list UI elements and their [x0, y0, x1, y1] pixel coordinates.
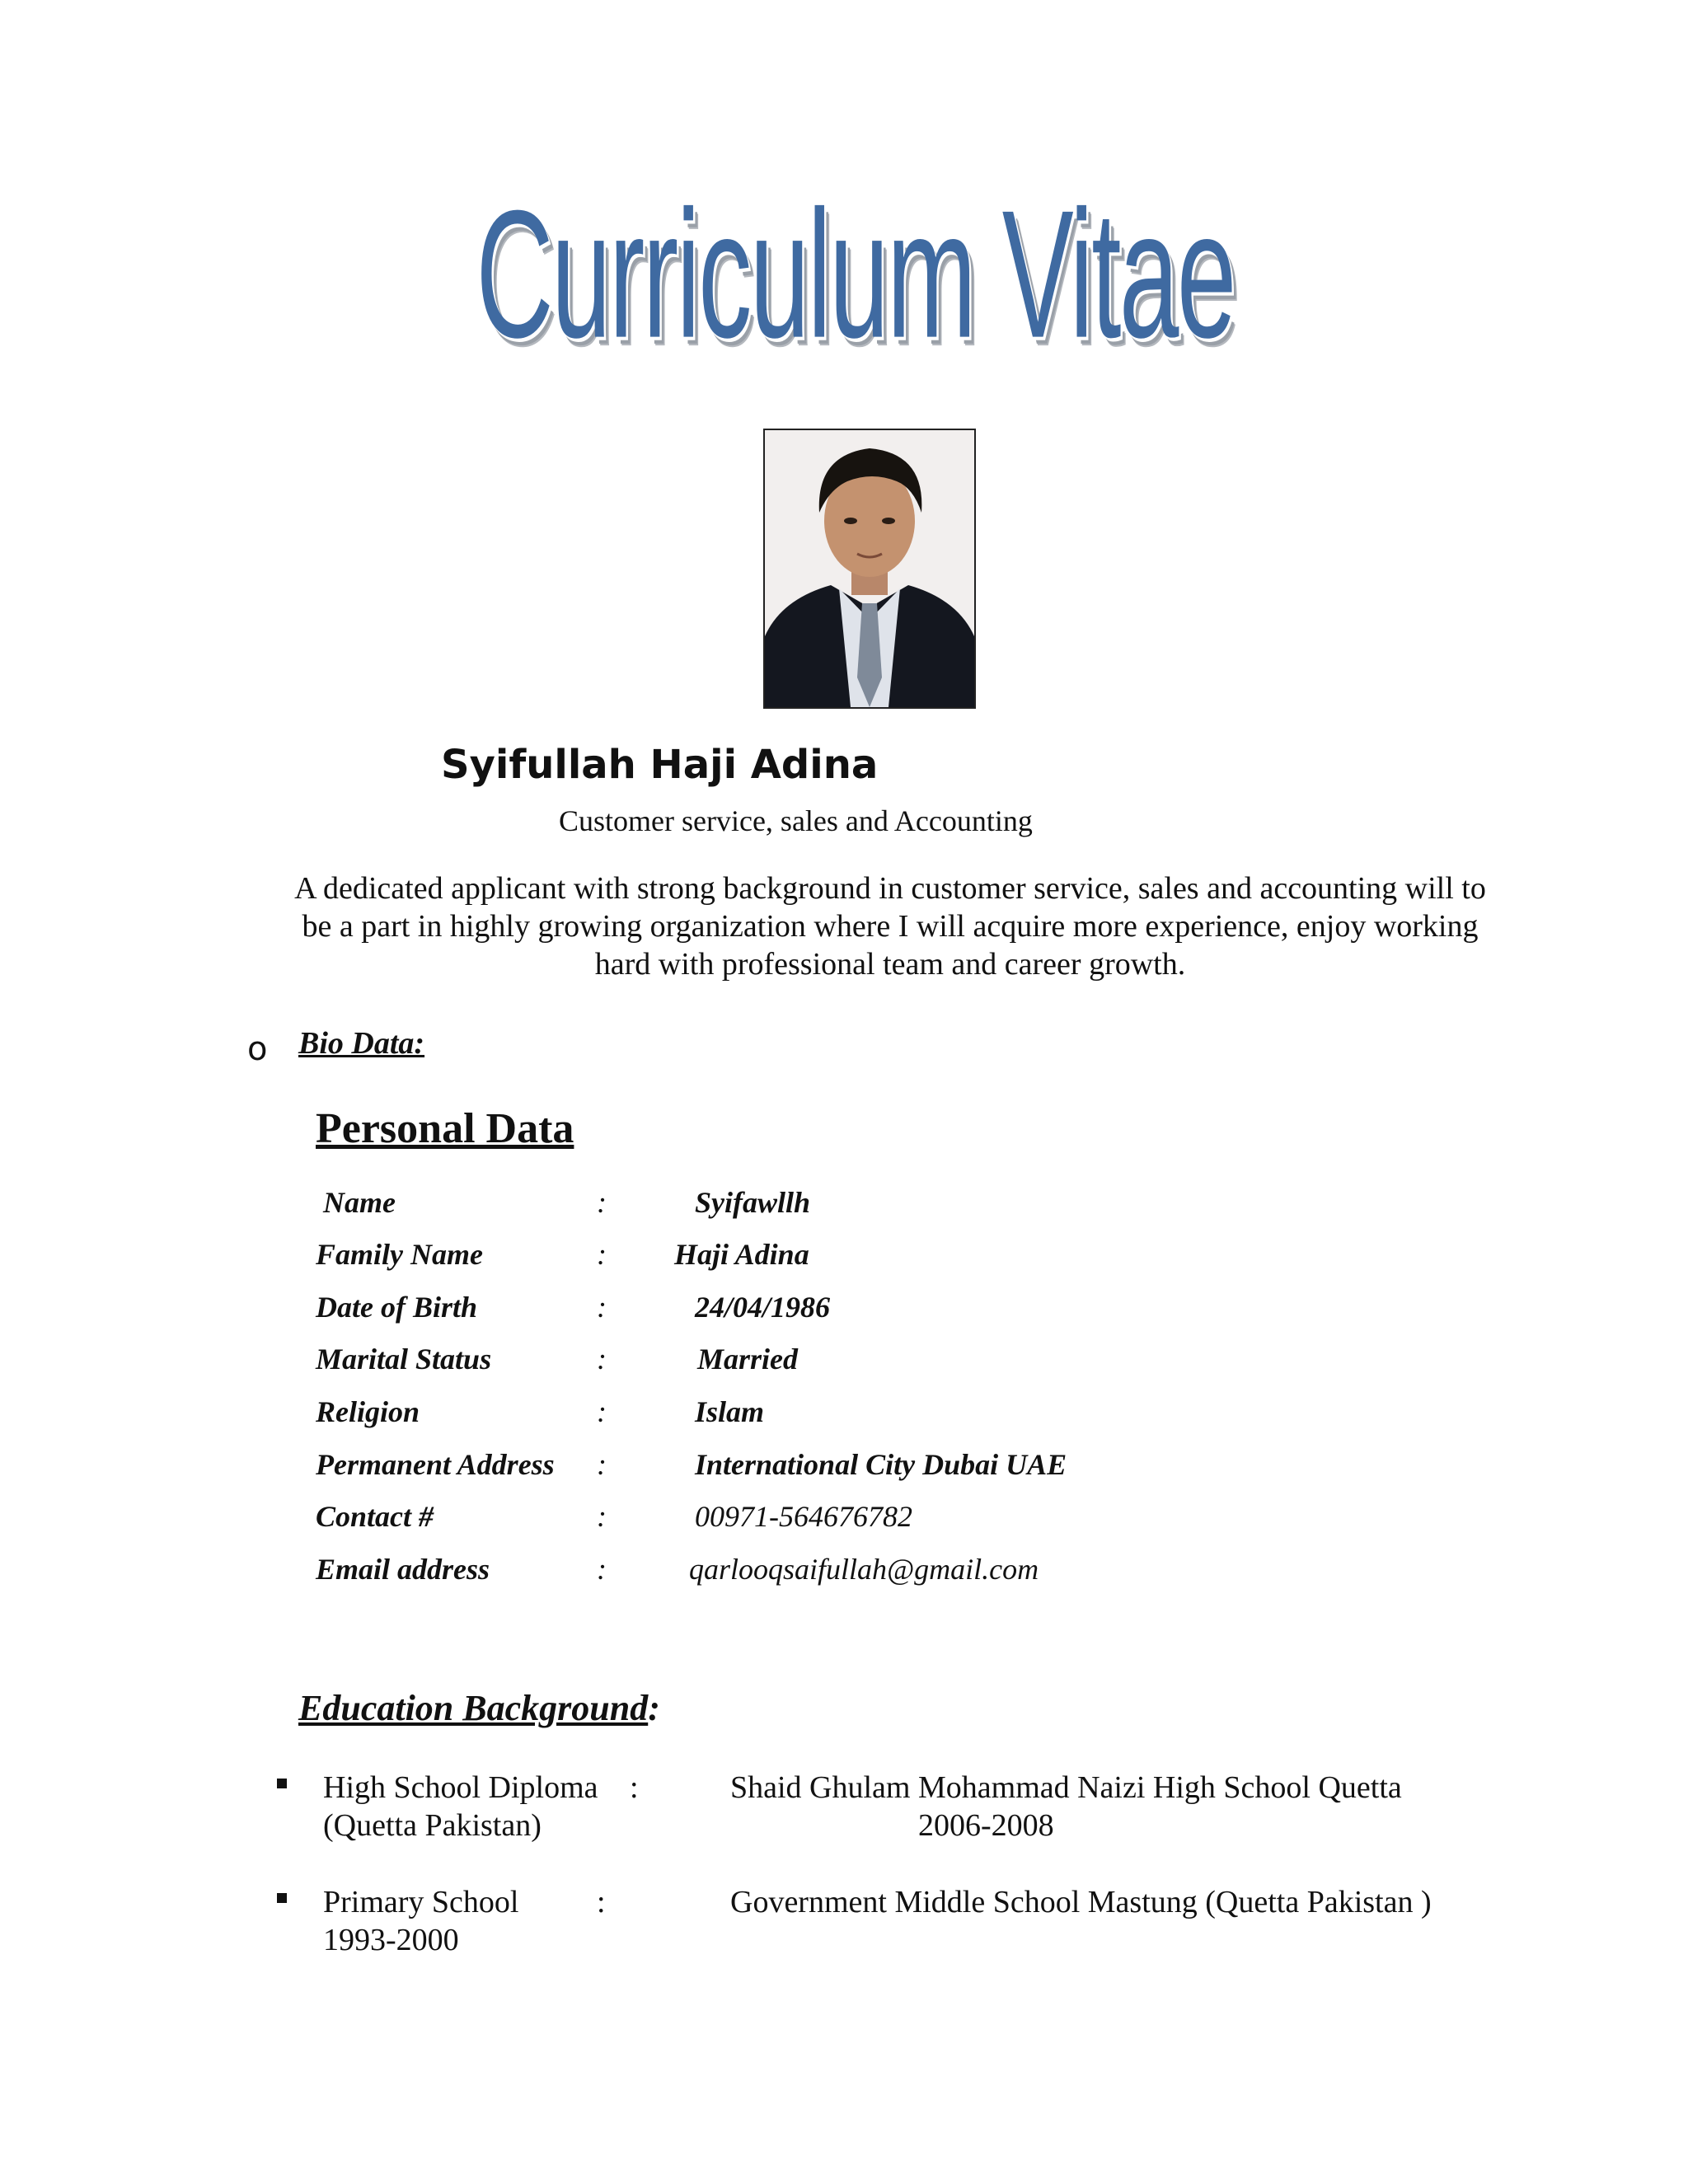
pd-value-marital-status: Married: [697, 1343, 799, 1376]
applicant-name: Syifullah Haji Adina: [441, 742, 879, 788]
pd-colon: :: [597, 1238, 607, 1271]
square-bullet-icon: [277, 1779, 287, 1788]
cv-title: Curriculum Vitae: [476, 172, 1235, 376]
pd-value-name: Syifawllh: [695, 1186, 811, 1219]
pd-value-permanent-address: International City Dubai UAE: [695, 1448, 1067, 1481]
portrait-photo-icon: [765, 430, 974, 707]
pd-value-email-address: qarlooqsaifullah@gmail.com: [689, 1553, 1039, 1586]
pd-value-contact: 00971-564676782: [695, 1500, 912, 1533]
pd-value-family-name: Haji Adina: [674, 1238, 809, 1271]
edu-years: 1993-2000: [323, 1923, 459, 1957]
summary-line: hard with professional team and career growth.: [594, 947, 1186, 982]
edu-location: (Quetta Pakistan): [323, 1808, 542, 1843]
pd-colon: :: [597, 1553, 607, 1586]
pd-colon: :: [597, 1186, 607, 1219]
pd-label-permanent-address: Permanent Address: [316, 1448, 555, 1481]
square-bullet-icon: [277, 1893, 287, 1903]
pd-colon: :: [597, 1500, 607, 1533]
edu-school: Shaid Ghulam Mohammad Naizi High School Quetta: [730, 1770, 1402, 1805]
edu-years: 2006-2008: [918, 1808, 1054, 1843]
edu-school: Government Middle School Mastung (Quetta Pakistan ): [730, 1885, 1432, 1919]
bio-bullet: o: [247, 1030, 268, 1068]
pd-label-family-name: Family Name: [316, 1238, 483, 1271]
edu-level: High School Diploma: [323, 1770, 598, 1805]
education-heading-text: Education Background: [298, 1688, 649, 1728]
pd-colon: :: [597, 1448, 607, 1481]
edu-level: Primary School: [323, 1885, 519, 1919]
edu-colon: :: [630, 1770, 639, 1805]
pd-label-date-of-birth: Date of Birth: [316, 1291, 478, 1324]
pd-label-name: Name: [323, 1186, 396, 1219]
pd-label-contact: Contact #: [316, 1500, 434, 1533]
pd-value-religion: Islam: [695, 1395, 765, 1428]
education-heading: [298, 1687, 660, 1729]
education-heading-colon: :: [648, 1688, 660, 1728]
bio-data-heading: Bio Data:: [298, 1026, 425, 1061]
applicant-tagline: Customer service, sales and Accounting: [559, 804, 1033, 837]
pd-label-email-address: Email address: [316, 1553, 490, 1586]
summary-line: A dedicated applicant with strong background in customer service, sales and accounting will to: [294, 871, 1486, 906]
personal-data-heading: Personal Data: [316, 1105, 574, 1152]
edu-colon: :: [597, 1885, 606, 1919]
portrait-photo: [763, 429, 976, 709]
pd-label-marital-status: Marital Status: [316, 1343, 492, 1376]
pd-label-religion: Religion: [316, 1395, 420, 1428]
pd-colon: :: [597, 1291, 607, 1324]
pd-colon: :: [597, 1343, 607, 1376]
pd-colon: :: [597, 1395, 607, 1428]
pd-value-date-of-birth: 24/04/1986: [695, 1291, 831, 1324]
summary-line: be a part in highly growing organization where I will acquire more experience, enjoy working: [302, 909, 1479, 944]
summary-paragraph: [247, 869, 1533, 983]
